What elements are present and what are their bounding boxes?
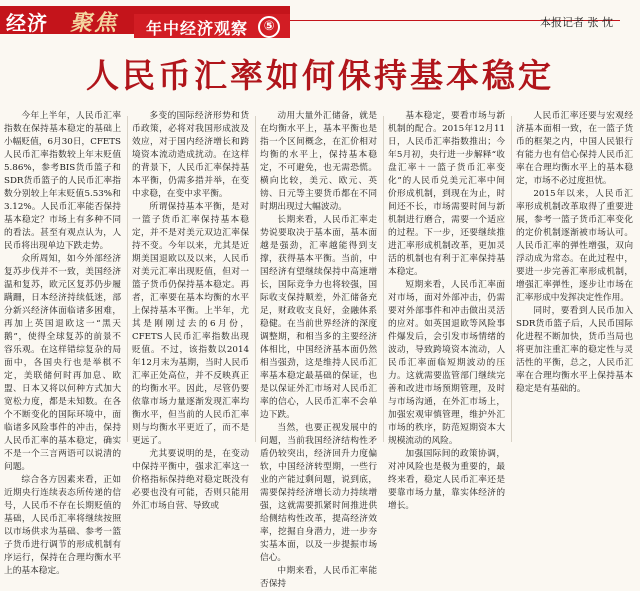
- column-divider: [511, 116, 512, 442]
- paragraph: 短期来看，人民币汇率面对市场，面对外部冲击，仍需要对外部事件和冲击做出灵活的应对。如英国退欧等风险事件爆发后，会引发市场情绪的波动，导致跨境资本流动，人民币汇率面临短期波动的压力。这就需要监管部门继续完善和改进市场预期管理，及时与市场沟通，在外汇市场上，加强宏观审慎管理，维护外汇市场的秩序，防范短期资本大规模流动的风险。: [388, 280, 505, 446]
- paragraph: 动用大量外汇储备，就是在均衡水平上，基本平衡也是指一个区间概念，在汇价相对均衡的水平上，保持基本稳定，不可避免，也无需恐慌。横向比较，美元、欧元、英镑、日元等主要货币都在不同时期出现过大幅波动。: [260, 111, 377, 212]
- paragraph: 尤其要说明的是，在变动中保持平衡中，强求汇率这一价格指标保持绝对稳定既没有必要也没有可能，否则只能用外汇市场自营、导致或: [132, 449, 249, 511]
- paragraph: 中期来看，人民币汇率能否保持: [260, 566, 377, 589]
- paragraph: 基本稳定，要看市场与新机制的配合。2015年12月11日，人民币汇率指数推出；今年5月初，央行进一步解释“收盘汇率＋一篮子货币汇率变化”的人民币兑美元汇率中间价形成机制，到现在为止，时间还不长，市场需要时间与新机制进行磨合，需要一个适应的过程。下一步，还要继续推进汇率形成机制改革，更加灵活的机制也有利于汇率保持基本稳定。: [388, 111, 505, 277]
- page-header: [0, 0, 640, 40]
- article-column-1: [4, 110, 121, 576]
- paragraph: 加强国际间的政策协调，对冲风险也是极为重要的，最终来看，稳定人民币汇率还是要靠市场力量，靠实体经济的增长。: [388, 449, 505, 511]
- series-tag: [134, 14, 290, 38]
- paragraph: 同时，要看到人民币加入SDR货币篮子后，人民币国际化进程不断加快，货币当局也将更加注重汇率的稳定性与灵活性的平衡，总之，人民币汇率在合理均衡水平上保持基本稳定是有基础的。: [516, 306, 633, 394]
- article-column-5: [516, 110, 633, 446]
- paragraph: 人民币汇率还要与宏观经济基本面相一致，在一篮子货币的框架之内，中国人民银行有能力也有信心保持人民币汇率在合理均衡水平上的基本稳定，市场不必过度担忧。: [516, 111, 633, 186]
- byline: 本报记者 张 忱: [540, 16, 613, 29]
- article-column-3: [260, 110, 377, 589]
- paragraph: 众所周知，如今外部经济复苏步伐并不一致，美国经济温和复苏，欧元区复苏仍步履蹒跚，日本经济持续低迷，部分新兴经济体面临诸多困难，再加上英国退欧这一“黑天鹅”，使得全球复苏的前景不容乐观。在这样错综复杂的局面中，各国央行也是举棋不定，美联储何时再加息、欧盟、日本又将以何种方式加大宽松力度，都是未知数。在各个不断变化的国际环境中，面临诸多风险事件的冲击，保持人民币汇率的基本稳定，确实不是一个三言两语可以说清的问题。: [4, 254, 121, 472]
- section-name-decorative: 聚焦: [70, 10, 119, 36]
- paragraph: 长期来看，人民币汇率走势说要取决于基本面，基本面越是强劲，汇率越能得到支撑，获得基本平衡。当前，中国经济有望继续保持中高速增长，国际竞争力也将较强，国际收支保持顺差，外汇储备充足，财政收支良好，金融体系稳健。在当前世界经济的深度调整期，和相当多的主要经济体相比，中国经济基本面仍然相当强劲，这是维持人民币汇率基本稳定最基础的保证，也是以保证外汇市场对人民币汇率的信心，人民币汇率不会单边下跌。: [260, 215, 377, 420]
- column-divider: [383, 116, 384, 442]
- paragraph: 当然，也要正视发展中的问题，当前我国经济结构性矛盾仍较突出，经济回升力度偏软，中国经济转型期，一些行业的产能过剩问题，说到底，需要保持经济增长动力持续增强，这就需要抓紧时间推进供给侧结构性改革，提高经济效率，挖掘自身潜力，进一步夯实基本面，以及一步提振市场信心。: [260, 423, 377, 563]
- article-body: [4, 110, 636, 589]
- series-label: 年中经济观察: [146, 19, 249, 38]
- paragraph: 2015年以来，人民币汇率形成机制改革取得了重要进展，参考一篮子货币汇率变化的定价机制逐渐被市场认可。人民币汇率的弹性增强，双向浮动成为常态。在此过程中，要进一步完善汇率形成机制，增强汇率弹性，逐步让市场在汇率形成中发挥决定性作用。: [516, 189, 633, 303]
- paragraph: 所谓保持基本平衡，是对一篮子货币汇率保持基本稳定，并不是对美元双边汇率保持不变。今年以来，尤其是近期美国退欧以及以来，人民币对美元汇率出现贬值，但对一篮子货币仍保持基本稳定。再者，汇率要在基本均衡的水平上保持基本平衡。上半年，尤其是刚刚过去的6月份，CFETS人民币汇率指数出现贬值。不过，该指数以2014年12月末为基期，当时人民币汇率正处高位，并不反映真正的均衡水平。因此，尽管仍要依靠市场力量逐渐发现汇率均衡水平，但当前的人民币汇率则与均衡水平更近了，而不是更远了。: [132, 202, 249, 446]
- section-banner: [0, 6, 290, 38]
- paragraph: 多变的国际经济形势和货币政策，必将对我国形成波及效应，对于国内经济增长和跨境资本流动造成扰动。在这样的背景下，人民币汇率保持基本平衡，仍需多措并举，在变中求稳，在变中求平衡。: [132, 111, 249, 199]
- series-number: ⑤: [258, 16, 280, 38]
- article-column-4: [388, 110, 505, 511]
- column-divider: [127, 116, 128, 442]
- section-name: 经济: [6, 11, 48, 35]
- paragraph: 今年上半年，人民币汇率指数在保持基本稳定的基础上小幅贬值，6月30日，CFETS人民币汇率指数较上年末贬值5.86%，参考BIS货币篮子和SDR货币篮子的人民币汇率指数分别较上年末贬值5.53%和3.12%。人民币汇率能否保持基本稳定？市场上有多种不同的看法。甚至有观点认为，人民币将出现单边下跌走势。: [4, 111, 121, 251]
- paragraph: 综合各方因素来看，正如近期央行连续表态所传递的信号，人民币不存在长期贬值的基础，人民币汇率将继续按照以市场供求为基础、参考一篮子货币进行调节的形成机制有序运行，保持在合理均衡水平上的基本稳定。: [4, 475, 121, 576]
- column-divider: [255, 116, 256, 442]
- headline: 人民币汇率如何保持基本稳定: [86, 56, 554, 95]
- article-column-2: [132, 110, 249, 511]
